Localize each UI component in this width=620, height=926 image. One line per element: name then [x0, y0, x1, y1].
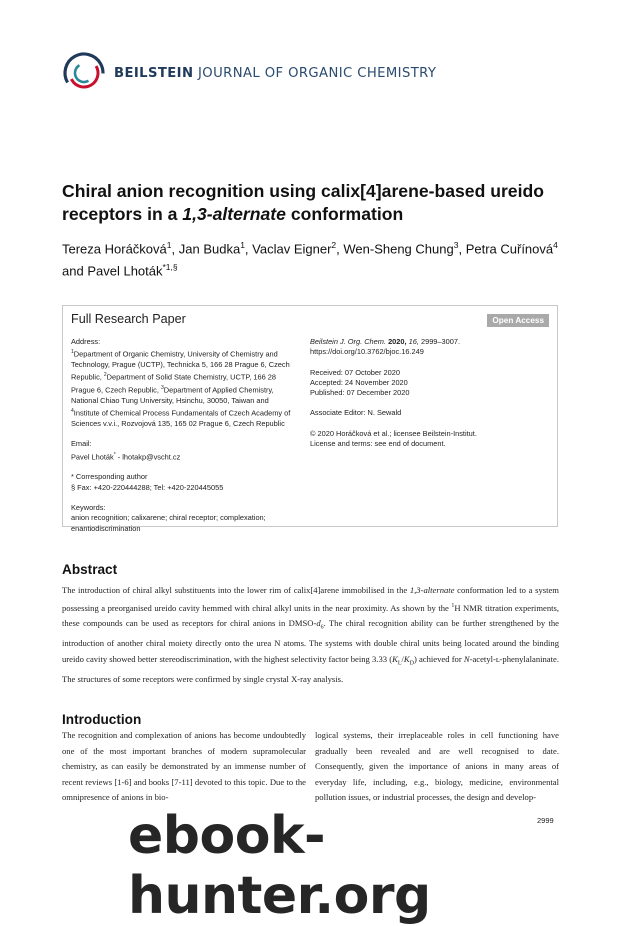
article-info-box	[62, 305, 558, 533]
abstract-heading: Abstract	[62, 562, 118, 577]
author-name: Vaclav Eigner	[252, 241, 332, 257]
author-list: Tereza Horáčková$^1$, Jan Budka$^1$, Vaclav Eigner$^2$, Wen-Sheng Chung$^3$, Petra Cuřínová$^4$ and Pavel Lhoták$^{*1,\S}$	[62, 240, 558, 279]
page-number: 2999	[537, 816, 554, 825]
editor-block: Associate Editor: N. Sewald	[310, 408, 402, 418]
author-name: Jan Budka	[178, 241, 241, 257]
info-right-column	[310, 337, 550, 459]
author-name: Tereza Horáčková	[62, 241, 167, 257]
journal-name	[114, 66, 436, 81]
email-block: Email: Pavel Lhoták* - lhotakp@vscht.cz	[71, 439, 181, 462]
open-access-badge: Open Access	[487, 314, 549, 327]
journal-name-rest: JOURNAL OF ORGANIC CHEMISTRY	[198, 65, 437, 81]
citation-block: Beilstein J. Org. Chem. 2020, 16, 2999–3007. https://doi.org/10.3762/bjoc.16.249	[310, 337, 461, 357]
doi-link[interactable]: https://doi.org/10.3762/bjoc.16.249	[310, 347, 424, 357]
introduction-right-column: logical systems, their irreplaceable roles in cell functioning have gradually been revealed and are well recognised to date. Consequently, given the importance of anions in many areas of everyday life, including, e.g., biology, medicine, environmental pollution issues, or industrial processes, the design and develop-	[315, 730, 559, 803]
introduction-heading: Introduction	[62, 712, 142, 727]
beilstein-logo-icon	[62, 51, 106, 95]
corresponding-block: * Corresponding author § Fax: +420-220444288; Tel: +420-220445055	[71, 472, 224, 492]
article-type: Full Research Paper	[71, 312, 186, 326]
email-link[interactable]: - lhotakp@vscht.cz	[115, 452, 181, 462]
author-name: Pavel Lhoták	[87, 263, 163, 279]
info-left-column	[71, 337, 291, 544]
keywords-block: Keywords: anion recognition; calixarene; chiral receptor; complexation; enantiodiscrimination	[71, 502, 266, 533]
journal-header	[62, 48, 436, 98]
author-name: Wen-Sheng Chung	[343, 241, 454, 257]
article-title: Chiral anion recognition using calix[4]arene-based ureido receptors in a 1,3-alternate conformation	[62, 181, 544, 224]
license-block: © 2020 Horáčková et al.; licensee Beilstein-Institut. License and terms: see end of document.	[310, 428, 477, 449]
license-link[interactable]: License and terms: see end of document.	[310, 439, 446, 449]
author-name: Petra Cuřínová	[465, 241, 554, 257]
journal-brand: BEILSTEIN	[114, 65, 194, 81]
address-block: Address: $^1$Department of Organic Chemistry, University of Chemistry and Technology, Prague (UCTP), Technicka 5, 166 28 Prague 6, Czech Republic, $^2$Department of Solid State Chemistry, UCTP, 166 28 Prague 6, Czech Republic, $^3$Department of Applied Chemistry, National Chiao Tung University, Hsinchu, 30050, Taiwan and $^4$Institute of Chemical Process Fundamentals of Czech Academy of Sciences v.v.i., Rozvojová 135, 165 02 Prague 6, Czech Republic	[71, 337, 291, 428]
dates-block: Received: 07 October 2020 Accepted: 24 November 2020 Published: 07 December 2020	[310, 367, 410, 398]
watermark-text: ebook-hunter.org	[128, 806, 431, 926]
introduction-left-column: The recognition and complexation of anions has become undoubtedly one of the most important branches of modern supramolecular chemistry, as can easily be demonstrated by an immense number of recent reviews [1-6] and books [7-11] devoted to this topic. Due to the omnipresence of anions in bio-	[62, 730, 306, 803]
abstract-text: The introduction of chiral alkyl substituents into the lower rim of calix[4]arene immobilised in the 1,3-alternate conformation led to a system possessing a preorganised ureido cavity hemmed with chiral alkyl units in the near proximity. As shown by the $^1$H NMR titration experiments, these compounds can be used as receptors for chiral anions in DMSO-$d_6$. The chiral recognition ability can be further strengthened by the introduction of another chiral moiety directly onto the urea N atoms. The systems with double chiral units being located around the binding ureido cavity showed better stereodiscrimination, with the highest selectivity factor being 3.33 $(K_L/K_D)$ achieved for N-acetyl-ʟ-phenylalaninate. The structures of some receptors were confirmed by single crystal X-ray analysis.	[62, 585, 559, 684]
